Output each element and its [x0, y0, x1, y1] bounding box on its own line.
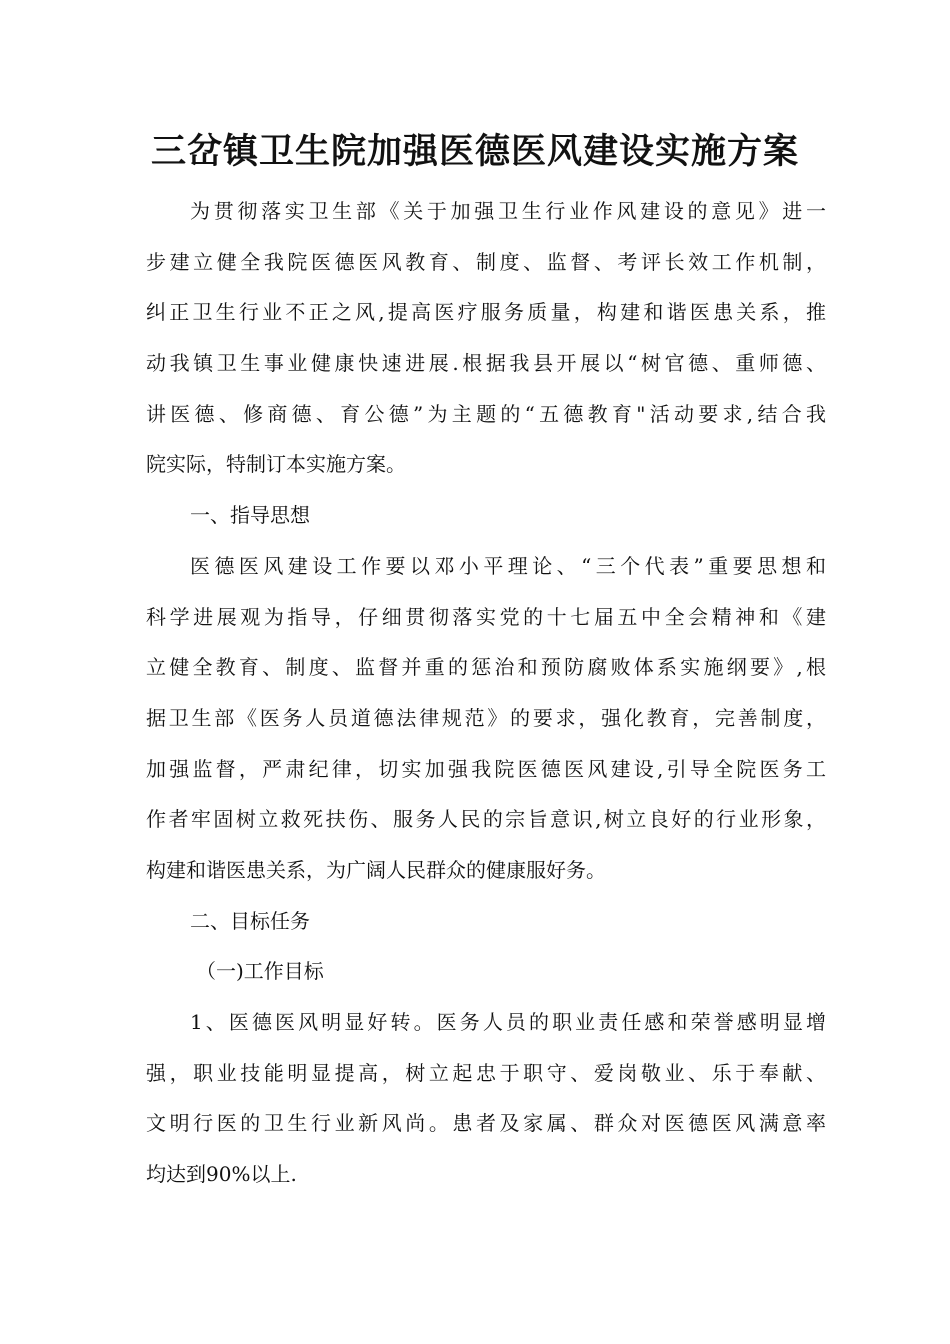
paragraph-line: 据卫生部《医务人员道德法律规范》的要求，强化教育，完善制度， [146, 705, 826, 730]
document-title: 三岔镇卫生院加强医德医风建设实施方案 [150, 132, 799, 172]
paragraph-line: 加强监督，严肃纪律，切实加强我院医德医风建设,引导全院医务工 [146, 756, 826, 781]
paragraph-line: 文明行医的卫生行业新风尚。患者及家属、群众对医德医风满意率 [146, 1111, 826, 1136]
paragraph-line: 医德医风建设工作要以邓小平理论、“三个代表”重要思想和 [190, 553, 826, 578]
paragraph-line: 院实际，特制订本实施方案。 [146, 452, 406, 477]
paragraph-line: 强，职业技能明显提高，树立起忠于职守、爱岗敬业、乐于奉献、 [146, 1060, 826, 1085]
paragraph-line: 步建立健全我院医德医风教育、制度、监督、考评长效工作机制， [146, 249, 826, 274]
paragraph-line: 构建和谐医患关系，为广阔人民群众的健康服好务。 [146, 857, 606, 882]
paragraph-line: 1、医德医风明显好转。医务人员的职业责任感和荣誉感明显增 [190, 1010, 826, 1034]
paragraph-line: 动我镇卫生事业健康快速进展.根据我县开展以“树官德、重师德、 [146, 351, 826, 376]
paragraph-line: 均达到90%以上. [146, 1162, 297, 1187]
paragraph-line: 讲医德、修商德、育公德”为主题的“五德教育"活动要求,结合我 [146, 401, 826, 426]
paragraph-line: 作者牢固树立救死扶伤、服务人民的宗旨意识,树立良好的行业形象， [146, 807, 826, 832]
subsection-heading: （一)工作目标 [196, 959, 324, 984]
section-heading: 二、目标任务 [190, 908, 310, 933]
paragraph-line: 为贯彻落实卫生部《关于加强卫生行业作风建设的意见》进一 [190, 199, 826, 223]
document-body [146, 186, 826, 1200]
section-heading: 一、指导思想 [190, 503, 310, 528]
paragraph-line: 科学进展观为指导，仔细贯彻落实党的十七届五中全会精神和《建 [146, 604, 826, 629]
paragraph-line: 立健全教育、制度、监督并重的惩治和预防腐败体系实施纲要》,根 [146, 655, 826, 680]
paragraph-line: 纠正卫生行业不正之风,提高医疗服务质量，构建和谐医患关系，推 [146, 300, 826, 325]
